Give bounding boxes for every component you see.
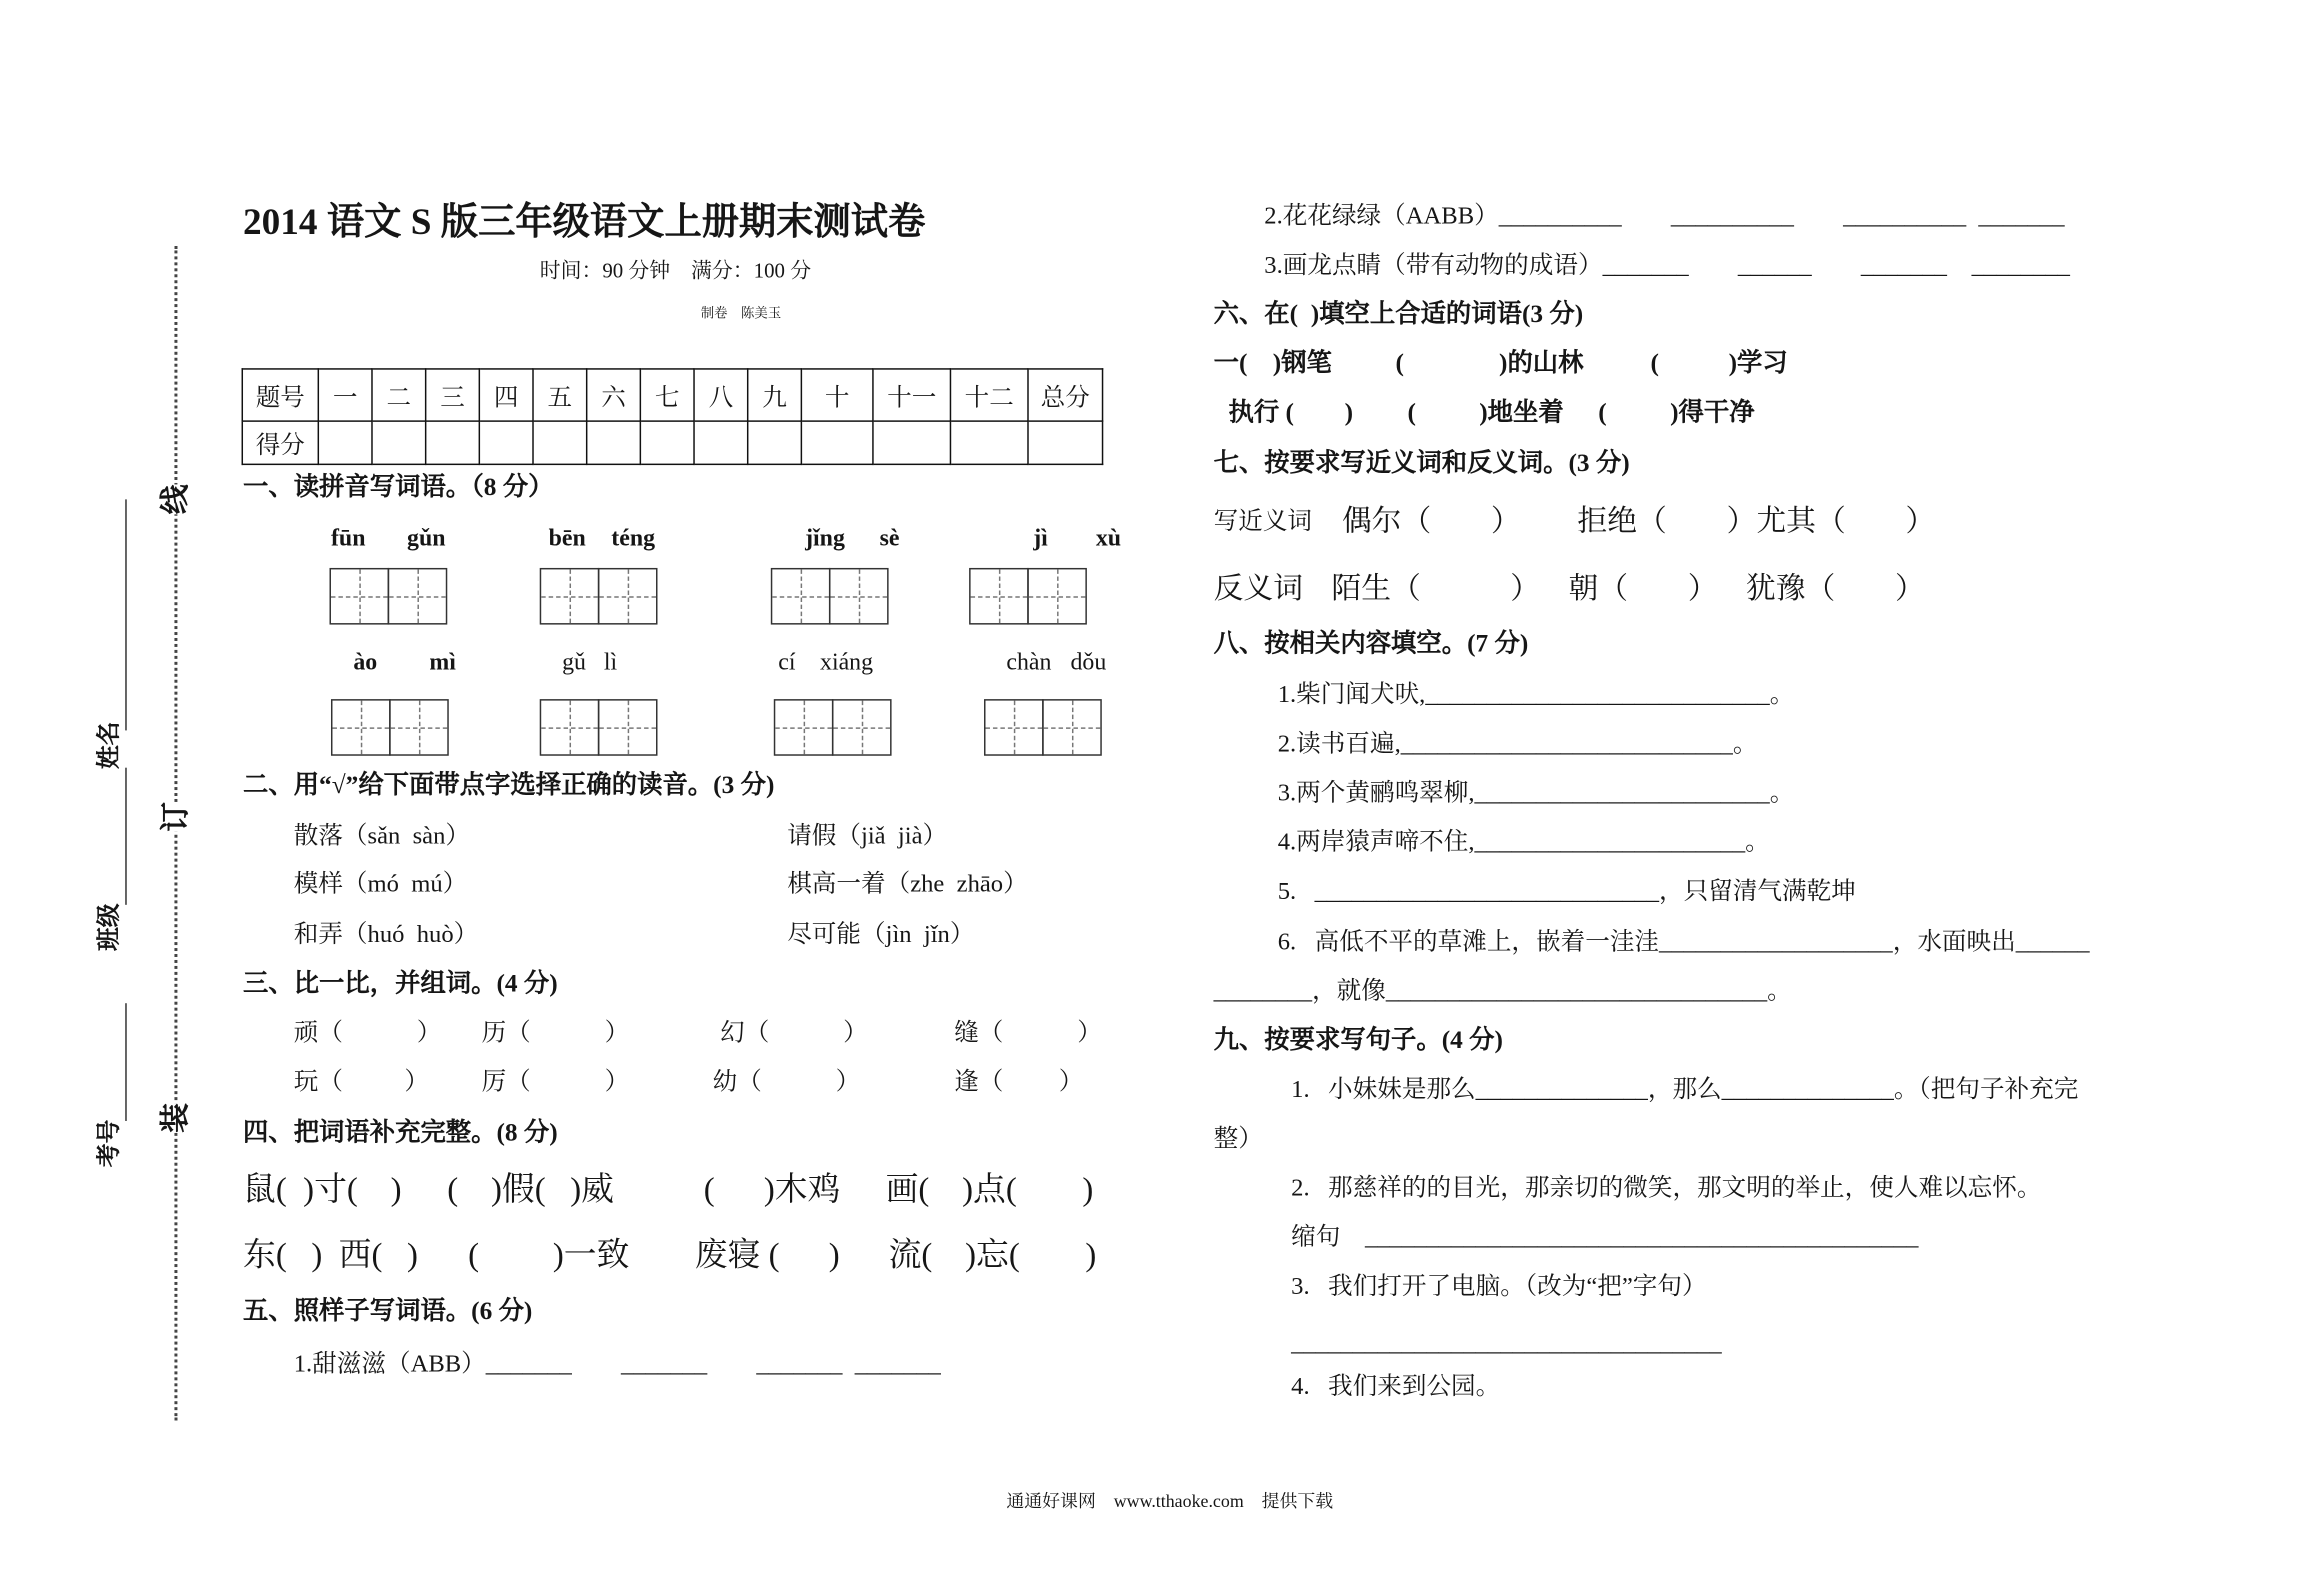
score-table-header-cell: 十二 [950,369,1028,421]
score-table [242,368,1104,465]
writing-box [1042,699,1102,756]
sentence-item: 缩句 _____________________________________________ [1291,1222,1919,1251]
synonym-item: 拒绝（ ） [1577,505,1757,539]
page-footer: 通通好课网 www.tthaoke.com 提供下载 [1006,1490,1334,1512]
sentence-item: 4. 我们来到公园。 [1291,1371,1501,1400]
class-field-label: 班级 [96,903,123,952]
synonym-item: 尤其（ ） [1756,505,1936,539]
score-table-header-cell: 三 [426,369,480,421]
score-cell [587,421,641,464]
poem-fill-item: 3.两个黄鹂鸣翠柳,________________________。 [1277,778,1795,807]
pinyin-syllable: sè [879,526,900,552]
pinyin-syllable: cí [778,649,796,676]
compare-item: 历（ ） [481,1018,630,1047]
section-8-heading: 八、按相关内容填空。(7 分) [1213,629,1529,658]
poem-fill-item: 4.两岸猿声啼不住,______________________。 [1277,827,1770,856]
pronunciation-item: 棋高一着（zhe zhāo） [787,869,1028,898]
writing-box [329,568,389,625]
pinyin-syllable: xù [1095,526,1122,552]
fill-word-item: ( )的山林 [1395,348,1584,378]
score-cell [479,421,533,464]
fill-word-item: ( )学习 [1650,348,1788,378]
writing-box [540,568,600,625]
idiom-item: ( )木鸡 [703,1170,841,1208]
idiom-item: 流( )忘( ) [888,1235,1097,1274]
score-cell [950,421,1028,464]
fill-word-item: 一( )钢笔 [1213,348,1332,378]
fill-word-item: ( )地坐着 [1407,398,1564,427]
pinyin-syllable: jì [1033,526,1048,552]
pinyin-syllable: fūn [330,526,366,552]
writing-box [984,699,1044,756]
writing-box [598,699,658,756]
sentence-item: 3. 我们打开了电脑。（改为“把”字句） [1291,1271,1707,1300]
compare-item: 幼（ ） [712,1067,861,1096]
compare-item: 幻（ ） [720,1018,868,1047]
score-cell [748,421,802,464]
writing-box [598,568,658,625]
pinyin-syllable: lì [603,649,618,676]
pinyin-syllable: bēn [548,526,586,552]
pinyin-syllable: dǒu [1070,649,1107,676]
score-cell [318,421,372,464]
score-cell [1028,421,1103,464]
sentence-item: 1. 小妹妹是那么______________，那么______________。（把句子补充完 [1291,1074,2079,1104]
section-3-heading: 三、比一比，并组词。(4 分) [243,968,558,998]
pronunciation-item: 尽可能（jìn jǐn） [787,919,975,949]
score-table-header-cell: 六 [587,369,641,421]
synonym-item: 偶尔（ ） [1341,505,1521,539]
fill-word-item: 执行 ( ) [1228,398,1354,427]
writing-box [331,699,391,756]
binding-mark-zhuang: 装 [157,1103,196,1133]
idiom-item: 鼠( )寸( ) [243,1170,402,1208]
section-9-heading: 九、按要求写句子。(4 分) [1213,1025,1503,1054]
poem-fill-item: 1.柴门闻犬吠,____________________________。 [1277,679,1795,709]
score-table-header-cell: 五 [533,369,587,421]
score-table-header-cell: 一 [318,369,372,421]
pinyin-syllable: chàn [1006,649,1052,676]
binding-mark-xian: 线 [157,484,196,514]
score-cell [640,421,694,464]
writing-box [832,699,892,756]
pinyin-syllable: xiáng [820,649,874,676]
score-cell [801,421,873,464]
writing-box [389,699,449,756]
section-4-heading: 四、把词语补充完整。(8 分) [243,1117,558,1147]
score-cell [426,421,480,464]
exam-title: 2014 语文 S 版三年级语文上册期末测试卷 [243,202,926,243]
answer-blank: ___________________________________ [1291,1328,1722,1357]
pattern-item: 2.花花绿绿（AABB）__________ __________ __________ _______ [1264,201,2065,230]
antonym-item: 朝（ ） [1568,572,1718,606]
section-1-heading: 一、读拼音写词语。（8 分） [243,472,554,501]
name-field-line [125,499,126,730]
writing-box [1027,568,1087,625]
pinyin-syllable: gǔn [407,526,446,552]
synonym-label: 写近义词 [1213,506,1313,536]
section-5-heading: 五、照样子写词语。(6 分) [243,1296,533,1326]
score-cell [372,421,426,464]
pinyin-syllable: jǐng [805,526,845,552]
score-table-header-cell: 九 [748,369,802,421]
antonym-item: 犹豫（ ） [1745,572,1925,606]
idiom-item: 东( ) 西( ) [243,1235,418,1274]
class-field-line [125,768,126,905]
binding-dotted-line [174,246,177,1421]
poem-fill-item: 2.读书百遍,___________________________。 [1277,728,1758,758]
score-table-header-cell: 总分 [1028,369,1103,421]
score-table-header-cell: 四 [479,369,533,421]
pinyin-syllable: mì [429,649,456,676]
pronunciation-item: 散落（sǎn sàn） [293,821,471,850]
pinyin-syllable: ào [353,649,378,676]
poem-fill-item: 5. ____________________________，只留清气满乾坤 [1277,876,1856,905]
exam-number-field-line [125,1003,126,1121]
writing-box [388,568,448,625]
section-2-heading: 二、用“√”给下面带点字选择正确的读音。(3 分) [243,770,775,799]
idiom-item: 废寝 ( ) [694,1235,840,1274]
writing-box [771,568,831,625]
idiom-item: 画( )点( ) [885,1170,1094,1208]
writing-box [829,568,889,625]
poem-fill-item: 6. 高低不平的草滩上，嵌着一洼洼___________________，水面映出______ [1277,927,2090,956]
score-row-label: 得分 [242,421,318,464]
score-table-header-cell: 七 [640,369,694,421]
sentence-item: 整） [1213,1123,1263,1153]
idiom-item: ( )一致 [468,1235,630,1274]
compare-item: 玩（ ） [293,1067,430,1096]
writing-box [774,699,834,756]
score-cell [694,421,748,464]
sentence-item: 2. 那慈祥的的目光，那亲切的微笑，那文明的举止，使人难以忘怀。 [1291,1173,2042,1202]
score-cell [533,421,587,464]
compare-item: 逢（ ） [954,1067,1084,1096]
poem-fill-item: ________，就像_______________________________。 [1213,976,1792,1005]
binding-mark-ding: 订 [157,802,196,832]
section-6-heading: 六、在( )填空上合适的词语(3 分) [1213,299,1584,328]
pattern-item: 3.画龙点睛（带有动物的成语）_______ ______ _______ ________ [1264,250,2070,279]
score-table-header-cell: 题号 [242,369,318,421]
exam-time-info: 时间：90 分钟 满分：100 分 [539,260,812,284]
score-table-header-cell: 八 [694,369,748,421]
exam-number-field-label: 考号 [96,1119,123,1168]
name-field-label: 姓名 [96,721,123,770]
score-table-header-cell: 二 [372,369,426,421]
section-7-heading: 七、按要求写近义词和反义词。(3 分) [1213,448,1630,478]
compare-item: 缝（ ） [954,1018,1102,1047]
pronunciation-item: 和弄（huó huò） [293,919,479,949]
pronunciation-item: 请假（jiǎ jià） [787,821,948,850]
antonym-label: 反义词 [1213,572,1304,606]
pattern-item: 1.甜滋滋（ABB）_______ _______ _______ _______ [293,1349,941,1378]
exam-author: 制卷 陈美玉 [700,305,782,321]
antonym-item: 陌生（ ） [1331,572,1541,606]
compare-item: 顽（ ） [293,1018,442,1047]
score-table-score-row [242,421,1102,464]
pinyin-syllable: téng [611,526,656,552]
score-table-header-cell: 十 [801,369,873,421]
score-table-header-cell: 十一 [873,369,951,421]
pinyin-syllable: gǔ [562,649,586,676]
fill-word-item: ( )得干净 [1598,398,1755,427]
idiom-item: ( )假( )威 [447,1170,614,1208]
writing-box [540,699,600,756]
compare-item: 厉（ ） [481,1067,630,1096]
score-cell [873,421,951,464]
writing-box [969,568,1029,625]
pronunciation-item: 模样（mó mú） [293,869,468,898]
score-table-header-row [242,369,1102,421]
